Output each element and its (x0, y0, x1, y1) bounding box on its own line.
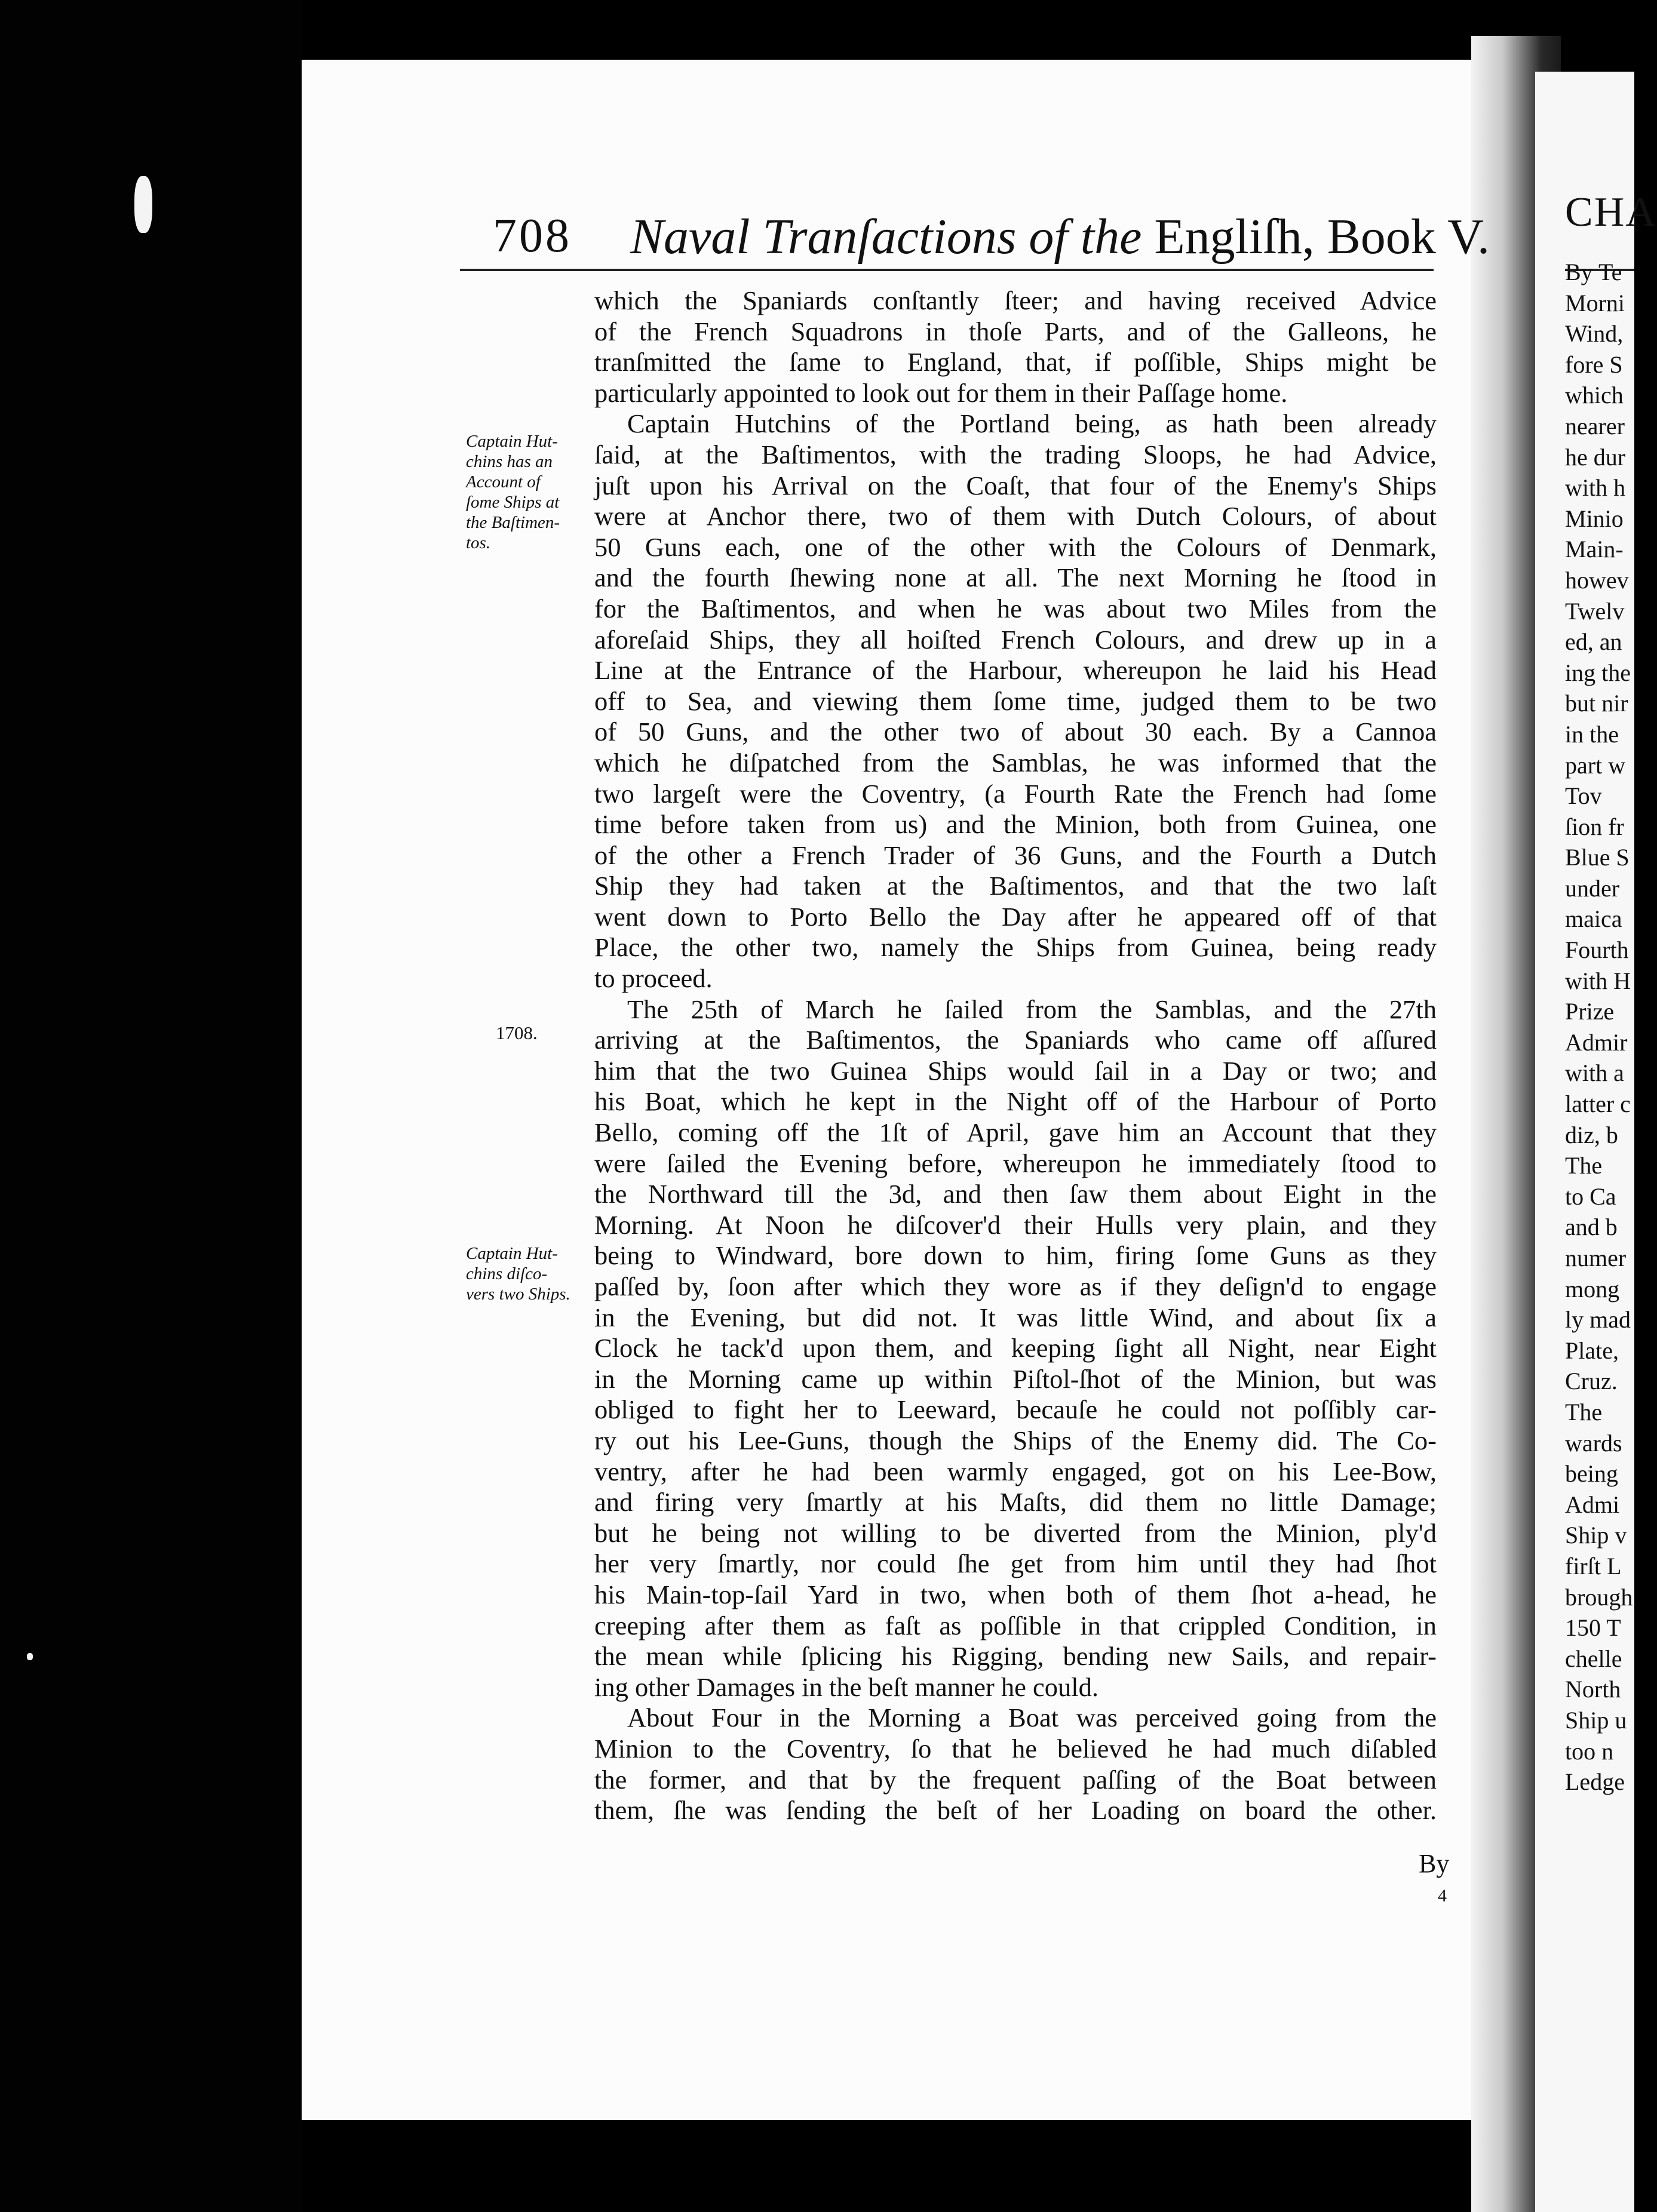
facing-text-line: Cruz. (1565, 1368, 1618, 1395)
facing-text-line: he dur (1565, 443, 1626, 471)
text-line: were at Anchor there, two of them with Dutch Colours, of about (594, 501, 1437, 532)
facing-text-line: mong (1565, 1275, 1620, 1302)
text-line: and the fourth ſhewing none at all. The next Morning he ſtood in (594, 563, 1437, 593)
facing-text-line: to Ca (1565, 1182, 1616, 1210)
margin-note-line: chins has an (466, 452, 553, 471)
text-line: were ſailed the Evening before, whereupon he immediately ſtood to (594, 1148, 1437, 1178)
facing-text-line: Ship v (1565, 1522, 1627, 1549)
text-line: aforeſaid Ships, they all hoiſted French Colours, and drew up in a (594, 624, 1437, 655)
facing-text-line: numer (1565, 1245, 1627, 1271)
facing-text-line: North (1565, 1676, 1621, 1703)
margin-note-line: tos. (466, 533, 491, 552)
facing-text-line: and b (1565, 1213, 1618, 1241)
facing-text-line: Admi (1565, 1491, 1620, 1518)
facing-text-line: The (1565, 1152, 1603, 1179)
text-line: but he being not willing to be diverted from the Minion, ply'd (594, 1517, 1437, 1548)
text-line: off to Sea, and viewing them ſome time, judged them to be two (594, 686, 1437, 716)
facing-text-line: chelle (1565, 1645, 1622, 1672)
facing-text-line: being (1565, 1460, 1618, 1488)
margin-note-discovers (466, 1243, 594, 1304)
text-line: her very ſmartly, nor could ſhe get from him until they had ſhot (594, 1549, 1437, 1579)
facing-text-line: Wind, (1565, 320, 1624, 348)
facing-page-heading: CHA (1565, 189, 1657, 235)
text-line: ing other Damages in the beſt manner he could. (594, 1672, 1099, 1702)
text-line: to proceed. (594, 963, 713, 994)
text-line: tranſmitted the ſame to England, that, if poſſible, Ships might be (594, 347, 1437, 377)
text-line: for the Baſtimentos, and when he was about two Miles from the (594, 593, 1437, 623)
running-title (630, 208, 1490, 266)
text-line: the mean while ſplicing his Rigging, bending new Sails, and repair- (594, 1641, 1437, 1672)
text-line: them, ſhe was ſending the beſt of her Loading on board the other. (594, 1795, 1437, 1826)
facing-page-text (1565, 189, 1657, 1798)
margin-note-line: Captain Hut- (466, 432, 558, 451)
facing-text-line: Main- (1565, 536, 1624, 563)
margin-note-line: the Baſtimen- (466, 513, 560, 532)
facing-text-line: 150 T (1565, 1614, 1621, 1642)
facing-text-line: ing the (1565, 659, 1631, 686)
text-line: of 50 Guns, and the other two of about 30 each. By a Cannoa (594, 717, 1437, 747)
facing-text-line: with a (1565, 1059, 1624, 1087)
text-line: the former, and that by the frequent paſſing of the Boat between (594, 1764, 1437, 1795)
facing-text-line: fore S (1565, 351, 1623, 378)
facing-text-line: latter c (1565, 1090, 1631, 1118)
page-header (460, 197, 1490, 269)
page-number: 708 (493, 210, 572, 262)
facing-text-line: Fourth (1565, 936, 1629, 964)
text-line: being to Windward, bore down to him, firing ſome Guns as they (594, 1240, 1437, 1271)
signature-mark: 4 (1438, 1886, 1447, 1906)
margin-note-account (466, 431, 594, 553)
margin-note-line: Captain Hut- (466, 1244, 558, 1263)
text-line: Morning. At Noon he diſcover'd their Hulls very plain, and they (594, 1209, 1437, 1240)
text-line: Place, the other two, namely the Ships from Guinea, being ready (594, 932, 1437, 963)
facing-text-line: part w (1565, 751, 1626, 779)
text-line: Ship they had taken at the Baſtimentos, and that the two laſt (594, 871, 1437, 901)
text-line: juſt upon his Arrival on the Coaſt, that four of the Enemy's Ships (594, 470, 1437, 500)
facing-text-line: The (1565, 1398, 1603, 1425)
text-line: Captain Hutchins of the Portland being, as hath been already (627, 408, 1437, 439)
margin-note-line: Account of (466, 472, 541, 491)
facing-text-line: Ledge (1565, 1768, 1625, 1796)
facing-text-line: brough (1565, 1583, 1633, 1611)
margin-note-line: vers two Ships. (466, 1285, 570, 1304)
text-line: of the other a French Trader of 36 Guns, and the Fourth a Dutch (594, 840, 1437, 870)
running-title-italic: Naval Tranſactions of the (630, 209, 1142, 265)
facing-text-line: ly mad (1565, 1306, 1631, 1334)
facing-text-line: too n (1565, 1737, 1614, 1765)
facing-text-line: Admir (1565, 1028, 1628, 1056)
text-line: time before taken from us) and the Minion, both from Guinea, one (594, 809, 1437, 840)
margin-note-line: ſome Ships at (466, 493, 560, 512)
text-line: The 25th of March he ſailed from the Samblas, and the 27th (627, 994, 1437, 1024)
running-title-roman: Engliſh, Book V. (1142, 209, 1490, 265)
facing-text-line: wards (1565, 1429, 1622, 1457)
text-line: and firing very ſmartly at his Maſts, did them no little Damage; (594, 1487, 1437, 1517)
facing-text-line: Twelv (1565, 597, 1625, 625)
text-line: Bello, coming off the 1ſt of April, gave him an Account that they (594, 1117, 1437, 1148)
scan-speck (27, 1653, 33, 1660)
facing-text-line: By Te (1565, 259, 1622, 285)
text-line: in the Morning came up within Piſtol-ſhot of the Minion, but was (594, 1363, 1437, 1394)
text-line: him that the two Guinea Ships would ſail in a Day or two; and (594, 1055, 1437, 1086)
facing-text-line: under (1565, 874, 1620, 902)
text-line: Minion to the Coventry, ſo that he believed he had much diſabled (594, 1733, 1437, 1764)
text-line: creeping after them as faſt as poſſible in that crippled Condition, in (594, 1610, 1437, 1640)
text-line: his Boat, which he kept in the Night off of the Harbour of Porto (594, 1086, 1437, 1117)
facing-text-line: nearer (1565, 412, 1625, 440)
text-line: 50 Guns each, one of the other with the Colours of Denmark, (594, 532, 1437, 562)
text-line: ſaid, at the Baſtimentos, with the trading Sloops, he had Advice, (594, 439, 1437, 469)
catchword: By (1419, 1849, 1450, 1878)
text-line: ry out his Lee-Guns, though the Ships of the Enemy did. The Co- (594, 1425, 1437, 1455)
facing-text-line: Minio (1565, 505, 1624, 532)
facing-text-line: which (1565, 382, 1624, 409)
header-rule (460, 269, 1434, 271)
facing-text-line: diz, b (1565, 1121, 1618, 1148)
facing-text-line: howev (1565, 566, 1629, 594)
facing-text-line: Blue S (1565, 844, 1630, 871)
text-line: of the French Squadrons in thoſe Parts, and of the Galleons, he (594, 316, 1437, 346)
margin-year: 1708. (496, 1022, 538, 1043)
scan-speck (134, 176, 152, 233)
facing-text-line: ed, an (1565, 628, 1622, 656)
text-line: paſſed by, ſoon after which they wore as if they deſign'd to engage (594, 1271, 1437, 1301)
facing-text-line: Ship u (1565, 1706, 1627, 1734)
text-line: obliged to fight her to Leeward, becauſe he could not poſſibly car- (594, 1394, 1437, 1425)
margin-note-line: chins diſco- (466, 1264, 548, 1283)
facing-text-line: ſion fr (1565, 813, 1624, 840)
facing-text-line: with h (1565, 474, 1626, 502)
text-line: About Four in the Morning a Boat was perceived going from the (627, 1703, 1437, 1733)
text-line: in the Evening, but did not. It was little Wind, and about ſix a (594, 1302, 1437, 1332)
text-line: the Northward till the 3d, and then ſaw them about Eight in the (594, 1179, 1437, 1209)
text-line: which the Spaniards conſtantly ſteer; and having received Advice (594, 285, 1437, 315)
text-line: which he diſpatched from the Samblas, he was informed that the (594, 747, 1437, 778)
text-line: his Main-top-ſail Yard in two, when both of them ſhot a-head, he (594, 1579, 1437, 1609)
text-line: Line at the Entrance of the Harbour, whereupon he laid his Head (594, 655, 1437, 686)
body-text (594, 285, 1437, 1826)
facing-text-line: firſt L (1565, 1552, 1622, 1580)
facing-text-line: in the (1565, 720, 1619, 748)
text-line: ventry, after he had been warmly engaged, got on his Lee-Bow, (594, 1456, 1437, 1486)
scan-border-left (0, 0, 302, 2212)
text-line: particularly appointed to look out for them in their Paſſage home. (594, 377, 1288, 408)
text-line: arriving at the Baſtimentos, the Spaniards who came off aſſured (594, 1025, 1437, 1055)
text-line: went down to Porto Bello the Day after he appeared off of that (594, 901, 1437, 932)
facing-text-line: but nir (1565, 690, 1628, 717)
facing-text-line: Morni (1565, 289, 1625, 317)
text-line: two largeſt were the Coventry, (a Fourth Rate the French had ſome (594, 778, 1437, 809)
facing-text-line: Plate, (1565, 1337, 1619, 1364)
facing-text-line: Prize (1565, 998, 1615, 1025)
facing-text-line: with H (1565, 967, 1631, 994)
text-line: Clock he tack'd upon them, and keeping ſight all Night, near Eight (594, 1333, 1437, 1363)
facing-text-line: maica (1565, 905, 1622, 933)
facing-text-line: Tov (1565, 782, 1602, 810)
